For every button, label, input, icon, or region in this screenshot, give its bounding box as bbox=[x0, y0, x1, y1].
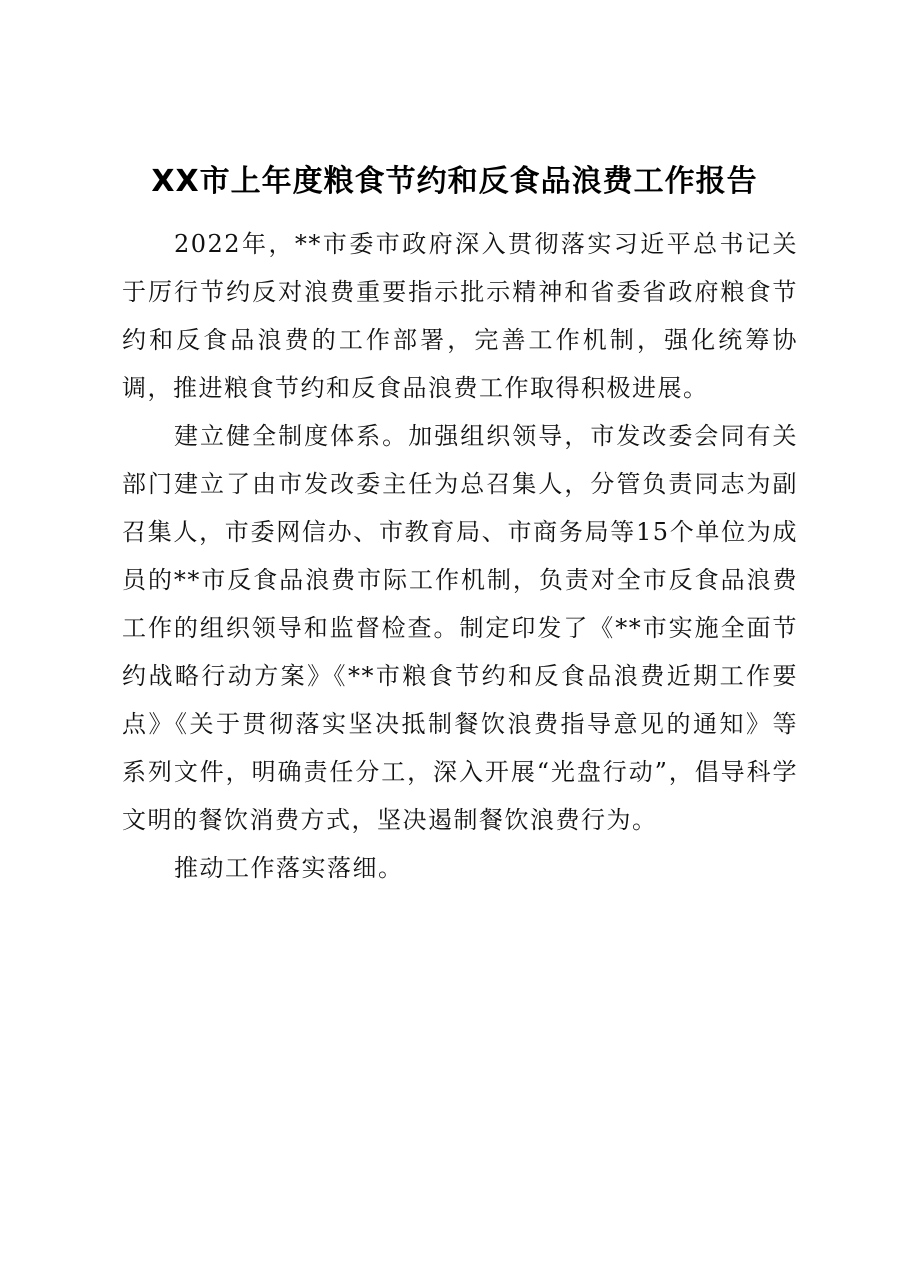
paragraph-system: 建立健全制度体系。加强组织领导，市发改委会同有关部门建立了由市发改委主任为总召集人，分管负责同志为副召集人，市委网信办、市教育局、市商务局等15个单位为成员的**市反食品浪费市际工作机制，负责对全市反食品浪费工作的组织领导和监督检查。制定印发了《**市实施全面节约战略行动方案》《**市粮食节约和反食品浪费近期工作要点》《关于贯彻落实坚决抵制餐饮浪费指导意见的通知》等系列文件，明确责任分工，深入开展“光盘行动”，倡导科学文明的餐饮消费方式，坚决遏制餐饮浪费行为。 bbox=[122, 422, 798, 834]
paragraph-intro: 2022年，**市委市政府深入贯彻落实习近平总书记关于厉行节约反对浪费重要指示批示精神和省委省政府粮食节约和反食品浪费的工作部署，完善工作机制，强化统筹协调，推进粮食节约和反食品浪费工作取得积极进展。 bbox=[122, 230, 798, 402]
document-title: XX市上年度粮食节约和反食品浪费工作报告 bbox=[151, 164, 758, 199]
paragraph-implementation: 推动工作落实落细。 bbox=[174, 854, 404, 882]
document-body bbox=[122, 220, 798, 892]
